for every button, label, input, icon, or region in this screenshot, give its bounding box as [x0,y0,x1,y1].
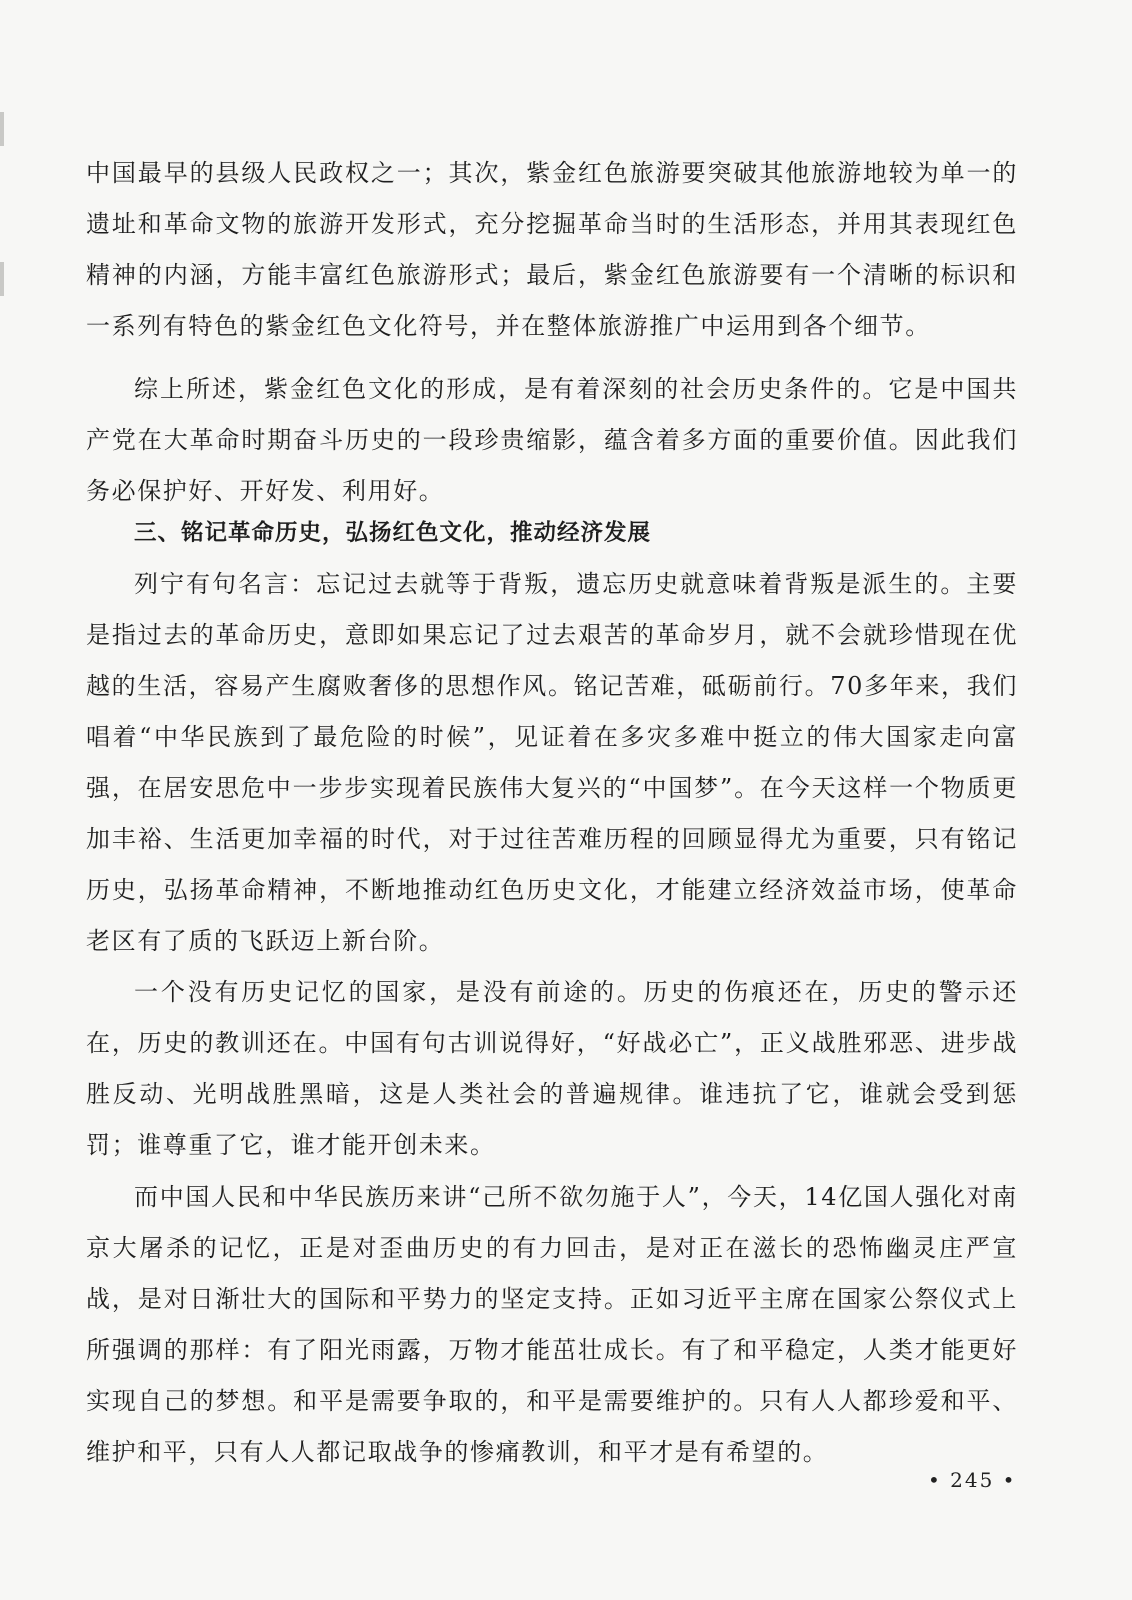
paragraph-lenin-quote: 列宁有句名言：忘记过去就等于背叛，遗忘历史就意味着背叛是派生的。主要是指过去的革命历史，意即如果忘记了过去艰苦的革命岁月，就不会就珍惜现在优越的生活，容易产生腐败奢侈的思想作风。铭记苦难，砥砺前行。70多年来，我们唱着“中华民族到了最危险的时候”，见证着在多灾多难中挺立的伟大国家走向富强，在居安思危中一步步实现着民族伟大复兴的“中国梦”。在今天这样一个物质更加丰裕、生活更加幸福的时代，对于过往苦难历程的回顾显得尤为重要，只有铭记历史，弘扬革命精神，不断地推动红色历史文化，才能建立经济效益市场，使革命老区有了质的飞跃迈上新台阶。 [86,570,1018,955]
binding-mark [0,262,4,296]
paragraph-continuation: 中国最早的县级人民政权之一；其次，紫金红色旅游要突破其他旅游地较为单一的遗址和革命文物的旅游开发形式，充分挖掘革命当时的生活形态，并用其表现红色精神的内涵，方能丰富红色旅游形式；最后，紫金红色旅游要有一个清晰的标识和一系列有特色的紫金红色文化符号，并在整体旅游推广中运用到各个细节。 [86,159,1018,340]
paragraph-summary: 综上所述，紫金红色文化的形成，是有着深刻的社会历史条件的。它是中国共产党在大革命时期奋斗历史的一段珍贵缩影，蕴含着多方面的重要价值。因此我们务必保护好、开好发、利用好。 [86,375,1018,505]
section-heading: 三、铭记革命历史，弘扬红色文化，推动经济发展 [134,520,652,546]
paragraph-history-memory: 一个没有历史记忆的国家，是没有前途的。历史的伤痕还在，历史的警示还在，历史的教训还在。中国有句古训说得好，“好战必亡”，正义战胜邪恶、进步战胜反动、光明战胜黑暗，这是人类社会的普遍规律。谁违抗了它，谁就会受到惩罚；谁尊重了它，谁才能开创未来。 [86,978,1018,1159]
paragraph-peace: 而中国人民和中华民族历来讲“己所不欲勿施于人”，今天，14亿国人强化对南京大屠杀的记忆，正是对歪曲历史的有力回击，是对正在滋长的恐怖幽灵庄严宣战，是对日渐壮大的国际和平势力的坚定支持。正如习近平主席在国家公祭仪式上所强调的那样：有了阳光雨露，万物才能茁壮成长。有了和平稳定，人类才能更好实现自己的梦想。和平是需要争取的，和平是需要维护的。只有人人都珍爱和平、维护和平，只有人人都记取战争的惨痛教训，和平才是有希望的。 [86,1183,1018,1466]
binding-mark [0,112,4,146]
page-number: • 245 • [928,1468,1017,1492]
